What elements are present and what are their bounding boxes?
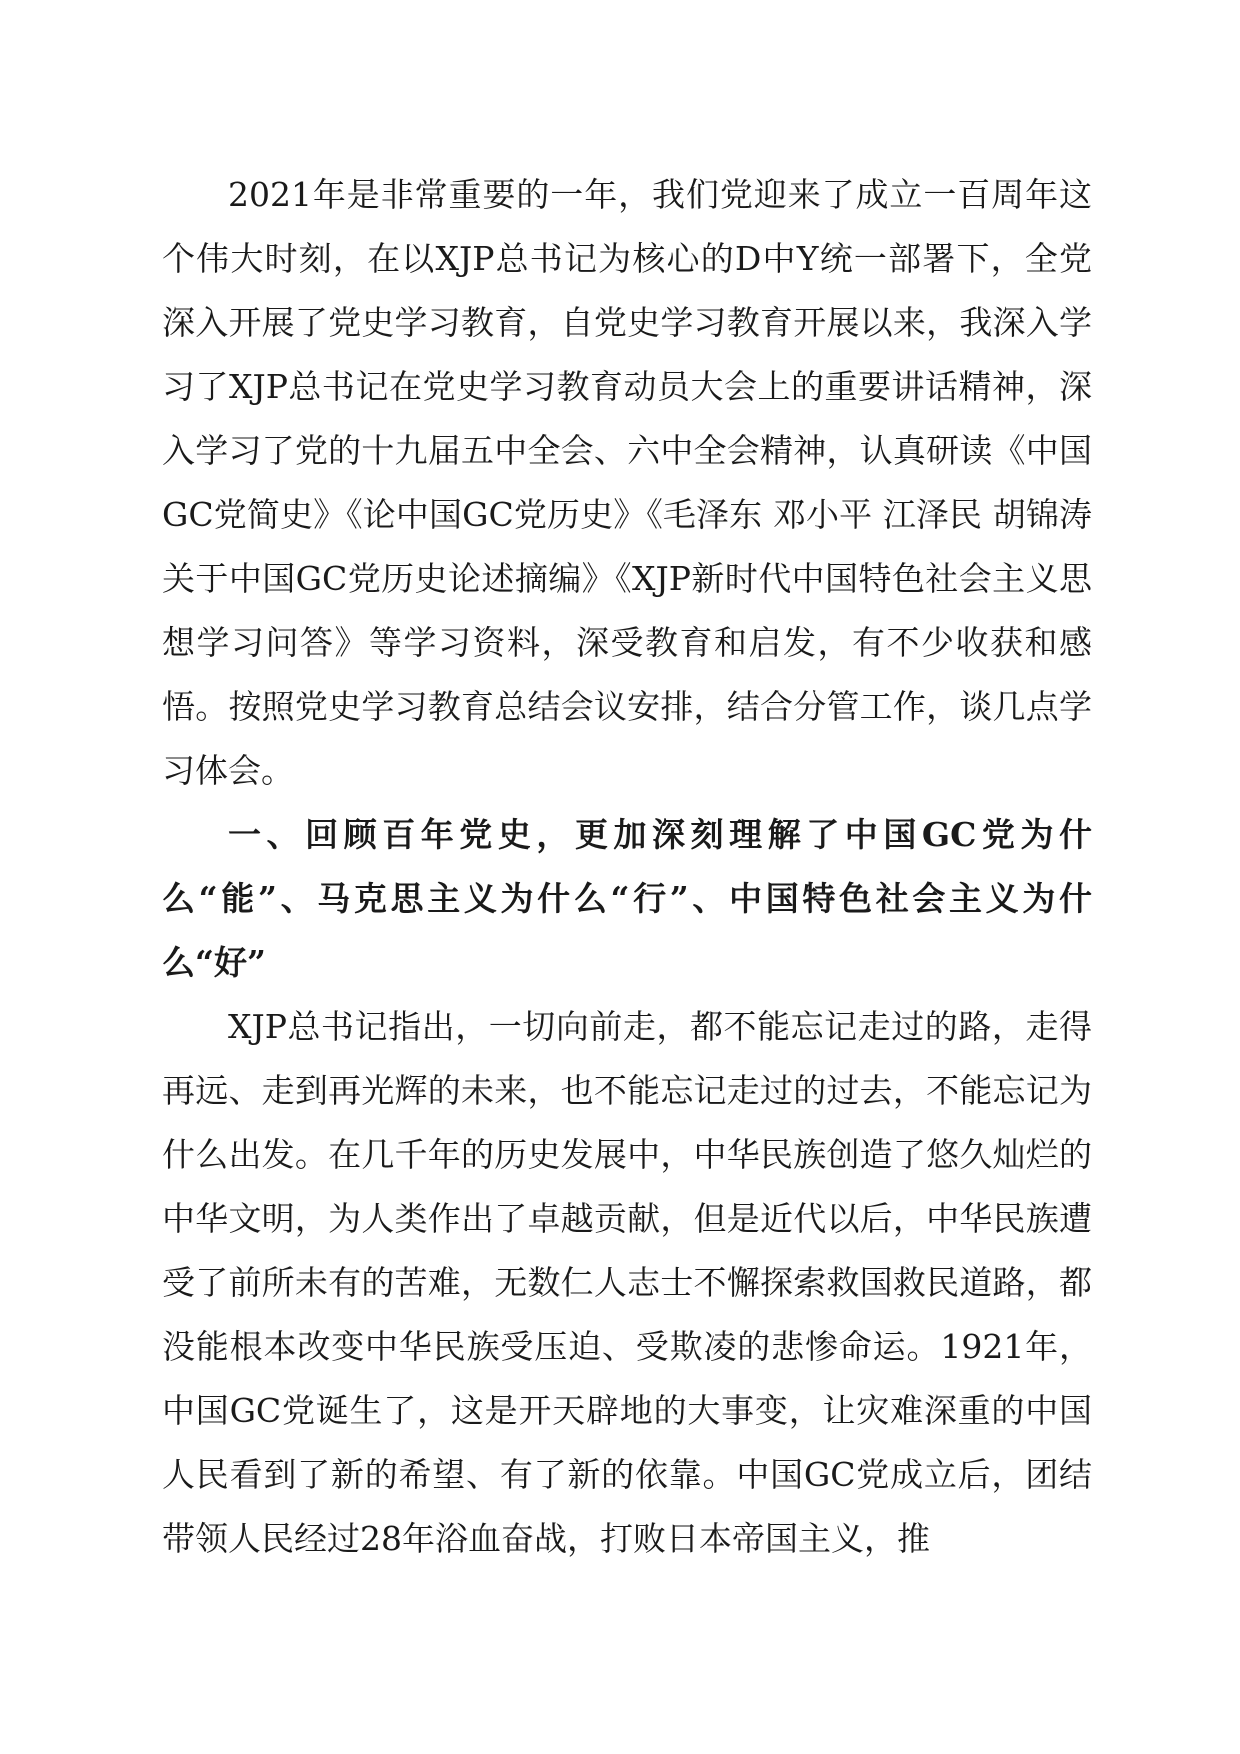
intro-paragraph: 2021年是非常重要的一年，我们党迎来了成立一百周年这个伟大时刻，在以XJP总书记为核心的D中Y统一部署下，全党深入开展了党史学习教育，自党史学习教育开展以来，我深入学习了XJP总书记在党史学习教育动员大会上的重要讲话精神，深入学习了党的十九届五中全会、六中全会精神，认真研读《中国GC党简史》《论中国GC党历史》《毛泽东 邓小平 江泽民 胡锦涛关于中国GC党历史论述摘编》《XJP新时代中国特色社会主义思想学习问答》等学习资料，深受教育和启发，有不少收获和感悟。按照党史学习教育总结会议安排，结合分管工作，谈几点学习体会。 <box>162 175 1092 790</box>
document-body <box>162 163 1092 1571</box>
section-1-paragraph: XJP总书记指出，一切向前走，都不能忘记走过的路，走得再远、走到再光辉的未来，也不能忘记走过的过去，不能忘记为什么出发。在几千年的历史发展中，中华民族创造了悠久灿烂的中华文明，为人类作出了卓越贡献，但是近代以后，中华民族遭受了前所未有的苦难，无数仁人志士不懈探索救国救民道路，都没能根本改变中华民族受压迫、受欺凌的悲惨命运。1921年，中国GC党诞生了，这是开天辟地的大事变，让灾难深重的中国人民看到了新的希望、有了新的依靠。中国GC党成立后，团结带领人民经过28年浴血奋战，打败日本帝国主义，推 <box>162 1007 1092 1558</box>
section-heading-1: 一、回顾百年党史，更加深刻理解了中国GC党为什么“能”、马克思主义为什么“行”、中国特色社会主义为什么“好” <box>162 815 1092 982</box>
